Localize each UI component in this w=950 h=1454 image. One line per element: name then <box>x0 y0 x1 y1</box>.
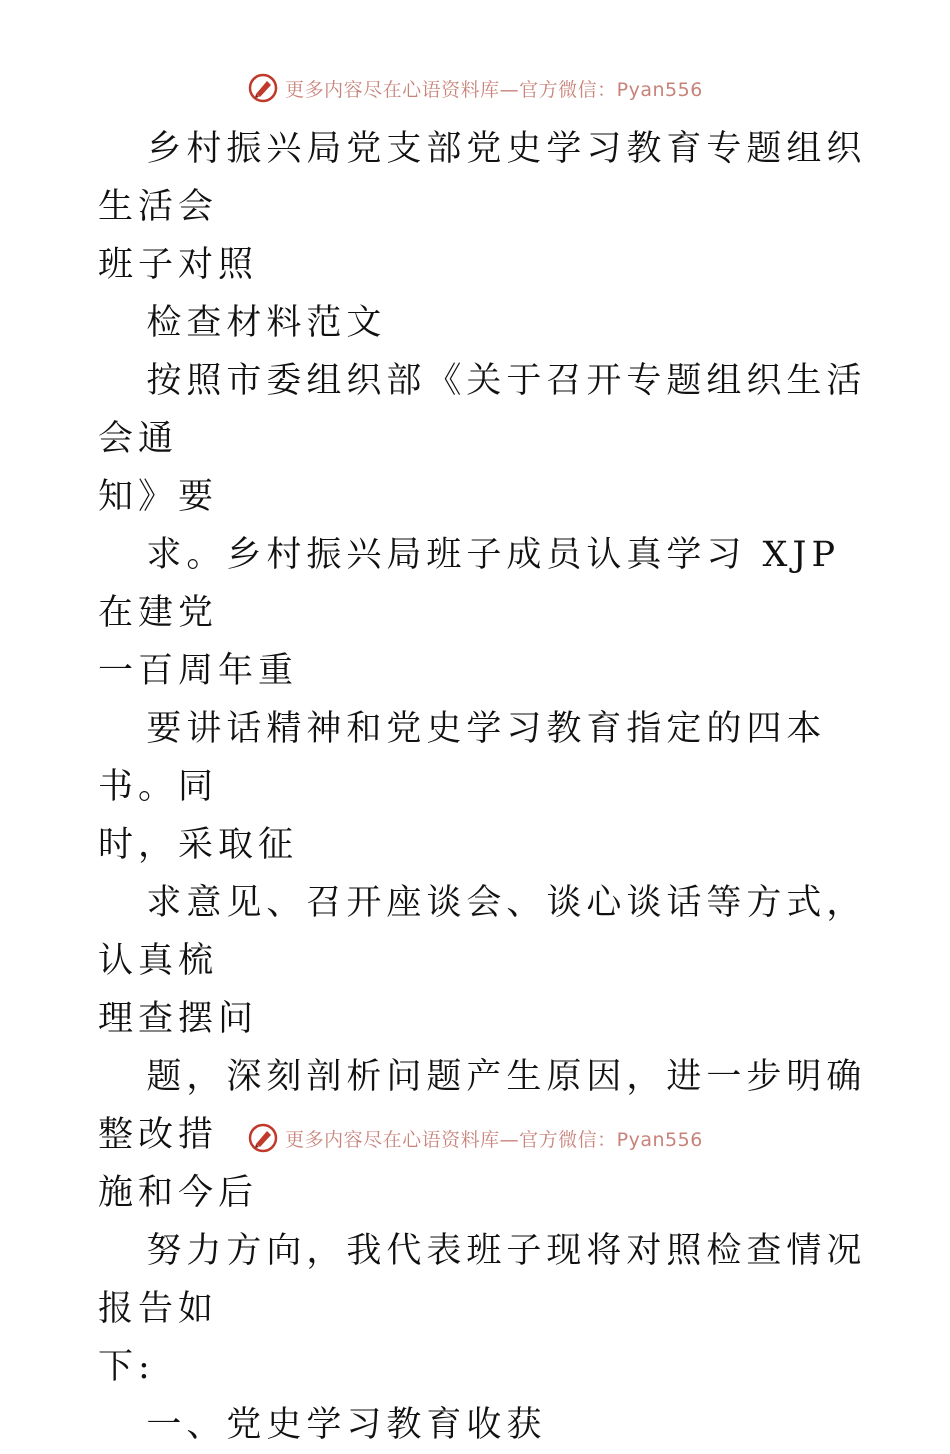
doc-line-16: 一、党史学习教育收获 <box>98 1405 547 1445</box>
doc-line-4: 按照市委组织部《关于召开专题组织生活会通 <box>98 361 867 459</box>
pen-logo-icon <box>247 1122 279 1154</box>
doc-line-6: 求。乡村振兴局班子成员认真学习 XJP 在建党 <box>98 535 857 633</box>
doc-line-9: 时，采取征 <box>98 825 299 865</box>
doc-line-14: 努力方向，我代表班子现将对照检查情况报告如 <box>98 1231 867 1329</box>
doc-line-15: 下: <box>98 1347 155 1387</box>
pen-logo-icon <box>247 72 279 104</box>
doc-line-1: 乡村振兴局党支部党史学习教育专题组织生活会 <box>98 129 867 227</box>
doc-line-13: 施和今后 <box>98 1173 259 1213</box>
doc-line-5: 知》要 <box>98 477 219 517</box>
doc-line-2: 班子对照 <box>98 245 259 285</box>
doc-line-12: 题，深刻剖析问题产生原因，进一步明确整改措 <box>98 1057 867 1155</box>
footer-watermark <box>0 1122 950 1154</box>
doc-line-3: 检查材料范文 <box>98 303 387 343</box>
watermark-text: 更多内容尽在心语资料库—官方微信：Pyan556 <box>285 78 703 101</box>
document-body <box>98 120 878 1454</box>
doc-line-8: 要讲话精神和党史学习教育指定的四本书。同 <box>98 709 827 807</box>
watermark-text: 更多内容尽在心语资料库—官方微信：Pyan556 <box>285 1128 703 1151</box>
doc-line-10: 求意见、召开座谈会、谈心谈话等方式，认真梳 <box>98 883 867 981</box>
header-watermark <box>0 72 950 104</box>
doc-line-11: 理查摆问 <box>98 999 259 1039</box>
doc-line-7: 一百周年重 <box>98 651 299 691</box>
